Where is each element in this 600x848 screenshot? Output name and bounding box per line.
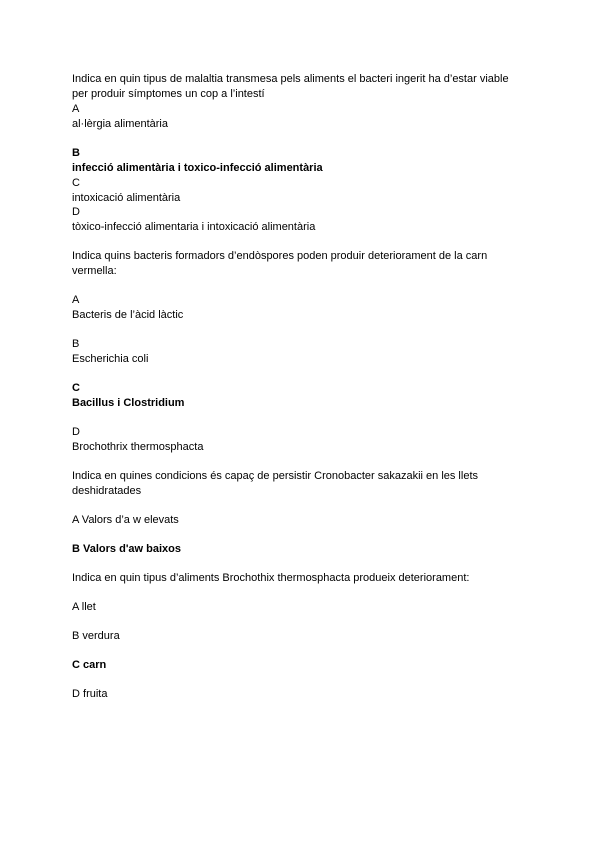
- question-4-option-b: [72, 629, 120, 644]
- question-2-prompt-line-2: vermella:: [72, 265, 117, 277]
- question-3-option-b: [72, 542, 181, 557]
- question-3-option-a-letter: A: [72, 514, 79, 526]
- question-2-option-c-letter: C: [72, 382, 80, 394]
- question-4-option-a-text: llet: [81, 601, 96, 613]
- question-1-option-b-text: infecció alimentària i toxico-infecció alimentària: [72, 162, 323, 174]
- question-2-option-a-letter: A: [72, 294, 80, 306]
- question-3-prompt-line-2: deshidratades: [72, 485, 142, 497]
- question-4-prompt-line-1: Indica en quin tipus d’aliments Brochothix thermosphacta produeix deteriorament:: [72, 572, 470, 584]
- question-3-option-a: [72, 513, 179, 528]
- question-1-prompt-line-2: per produir símptomes un cop a l’intestí: [72, 88, 265, 100]
- question-4-option-c: [72, 658, 106, 673]
- question-2-option-d-letter: D: [72, 426, 80, 438]
- question-4-option-d-text: fruita: [83, 688, 108, 700]
- question-4-option-c-text: carn: [83, 659, 107, 671]
- question-4-option-b-letter: B: [72, 630, 80, 642]
- question-1-option-a-text: al·lèrgia alimentària: [72, 118, 168, 130]
- question-4-option-b-text: verdura: [82, 630, 120, 642]
- question-1-option-b-letter: B: [72, 147, 80, 159]
- question-1-option-d-text: tòxico-infecció alimentaria i intoxicació alimentària: [72, 221, 316, 233]
- question-1-option-d-letter: D: [72, 206, 80, 218]
- question-4-option-c-letter: C: [72, 659, 80, 671]
- question-2-option-b-text: Escherichia coli: [72, 353, 149, 365]
- question-2-option-d-text: Brochothrix thermosphacta: [72, 441, 204, 453]
- question-3-option-a-text: Valors d’a w elevats: [81, 514, 179, 526]
- question-1-option-c-text: intoxicació alimentària: [72, 192, 181, 204]
- question-4-option-a-letter: A: [72, 601, 79, 613]
- question-4-option-a: [72, 600, 96, 615]
- question-3-option-b-letter: B: [72, 543, 80, 555]
- question-3-option-b-text: Valors d'aw baixos: [83, 543, 182, 555]
- question-2-option-b-letter: B: [72, 338, 80, 350]
- question-4-option-d-letter: D: [72, 688, 80, 700]
- question-2-option-c-text: Bacillus i Clostridium: [72, 397, 185, 409]
- question-1-prompt-line-1: Indica en quin tipus de malaltia transmesa pels aliments el bacteri ingerit ha d’estar viable: [72, 73, 509, 85]
- question-1-option-c-letter: C: [72, 177, 80, 189]
- question-3-prompt-line-1: Indica en quines condicions és capaç de persistir Cronobacter sakazakii en les llets: [72, 470, 478, 482]
- question-2-prompt-line-1: Indica quins bacteris formadors d’endòspores poden produir deteriorament de la carn: [72, 250, 488, 262]
- question-1-option-a-letter: A: [72, 103, 80, 115]
- question-4-option-d: [72, 687, 107, 702]
- question-2-option-a-text: Bacteris de l’àcid làctic: [72, 309, 184, 321]
